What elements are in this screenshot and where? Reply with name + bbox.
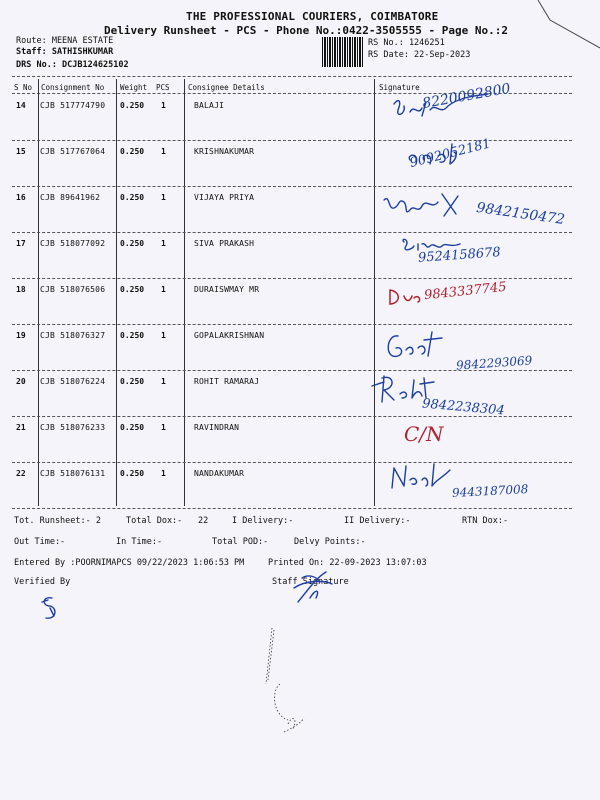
row-sno: 17 [16,239,26,248]
row-pcs: 1 [161,331,166,340]
handwritten-signature [386,286,426,310]
row-sno: 14 [16,101,26,110]
handwritten-signature [388,462,458,492]
row-weight: 0.250 [120,423,145,432]
col-header-sno: S No [14,83,33,92]
barcode [322,37,364,67]
total-dox-value: 22 [198,516,209,526]
handwritten-phone: 9842150472 [475,199,566,229]
col-header-pcs: PCS [156,83,170,92]
row-sno: 16 [16,193,26,202]
staff-signature-label: Staff Signature [272,577,349,587]
row-weight: 0.250 [120,101,145,110]
row-rule [12,232,572,233]
col-header-consignment: Consignment No [41,83,105,92]
row-weight: 0.250 [120,469,145,478]
row-consignment: CJB 517767064 [40,147,106,156]
row-consignment: CJB 518076224 [40,377,106,386]
runsheet-subtitle: Delivery Runsheet - PCS - Phone No.:0422-3505555 - Page No.:2 [104,24,508,37]
handwritten-phone: 9843337745 [423,279,508,304]
route-label: Route: MEENA ESTATE [16,36,114,46]
col-divider [38,79,39,506]
row-consignment: CJB 517774790 [40,101,106,110]
row-pcs: 1 [161,147,166,156]
tot-runsheet: Tot. Runsheet:- 2 [14,516,101,526]
entered-by: Entered By :POORNIMAPCS 09/22/2023 1:06:53 PM [14,558,245,568]
handwritten-signature [382,190,472,230]
row-rule [12,186,572,187]
table-top-rule [12,76,572,77]
row-rule [12,324,572,325]
row-rule [12,278,572,279]
col-divider [116,79,117,506]
handwritten-phone: 8220092800 [421,80,512,112]
staff-signature-scribble [286,568,346,608]
rs-date: RS Date: 22-Sep-2023 [368,50,471,60]
row-sno: 20 [16,377,26,386]
col-divider [374,79,375,506]
handwritten-phone: 9443187008 [451,482,529,500]
printed-on: Printed On: 22-09-2023 13:07:03 [268,558,427,568]
row-sno: 15 [16,147,26,156]
handwritten-phone: 9842238304 [421,396,506,419]
delvy-points-label: Delvy Points:- [294,537,366,547]
drs-number: DRS No.: DCJB124625102 [16,60,129,70]
row-sno: 22 [16,469,26,478]
col-header-signature: Signature [379,83,420,92]
total-pod-label: Total POD:- [212,537,269,547]
handwritten-signature [384,330,464,364]
row-weight: 0.250 [120,285,145,294]
handwritten-phone: 9842293069 [455,353,533,373]
row-pcs: 1 [161,239,166,248]
col-header-consignee: Consignee Details [188,83,265,92]
paper-fold-corner [530,0,600,60]
row-sno: 21 [16,423,26,432]
row-consignee: GOPALAKRISHNAN [194,331,265,340]
ii-delivery-label: II Delivery:- [344,516,411,526]
row-consignment: CJB 518076327 [40,331,106,340]
row-consignment: CJB 518077092 [40,239,106,248]
company-title: THE PROFESSIONAL COURIERS, COIMBATORE [186,10,439,23]
row-pcs: 1 [161,469,166,478]
row-consignment: CJB 518076506 [40,285,106,294]
staff-label: Staff: SATHISHKUMAR [16,47,114,57]
row-weight: 0.250 [120,239,145,248]
row-pcs: 1 [161,193,166,202]
row-rule [12,462,572,463]
handwritten-cn-mark: C/N [404,422,444,446]
row-consignee: DURAISWMAY MR [194,285,260,294]
row-sno: 19 [16,331,26,340]
handwritten-phone: 9524158678 [417,245,502,266]
row-sno: 18 [16,285,26,294]
rtn-dox-label: RTN Dox:- [462,516,509,526]
row-consignee: VIJAYA PRIYA [194,193,255,202]
stray-pen-marks [264,620,314,740]
row-weight: 0.250 [120,193,145,202]
row-consignee: RAVINDRAN [194,423,240,432]
row-consignee: ROHIT RAMARAJ [194,377,260,386]
row-consignee: KRISHNAKUMAR [194,147,255,156]
row-consignee: NANDAKUMAR [194,469,245,478]
row-pcs: 1 [161,423,166,432]
row-consignment: CJB 89641962 [40,193,101,202]
out-time-label: Out Time:- [14,537,66,547]
i-delivery-label: I Delivery:- [232,516,294,526]
row-consignee: BALAJI [194,101,225,110]
row-pcs: 1 [161,377,166,386]
table-bottom-rule [12,508,572,509]
row-consignee: SIVA PRAKASH [194,239,255,248]
col-header-weight: Weight [120,83,148,92]
row-pcs: 1 [161,101,166,110]
row-pcs: 1 [161,285,166,294]
row-weight: 0.250 [120,331,145,340]
handwritten-phone: 9092052181 [408,136,493,171]
row-consignment: CJB 518076233 [40,423,106,432]
verifier-initials [38,594,62,624]
row-consignment: CJB 518076131 [40,469,106,478]
row-weight: 0.250 [120,147,145,156]
rs-number: RS No.: 1246251 [368,38,445,48]
in-time-label: In Time:- [116,537,163,547]
row-weight: 0.250 [120,377,145,386]
verified-by-label: Verified By [14,577,71,587]
total-dox-label: Total Dox:- [126,516,183,526]
col-divider [184,79,185,506]
